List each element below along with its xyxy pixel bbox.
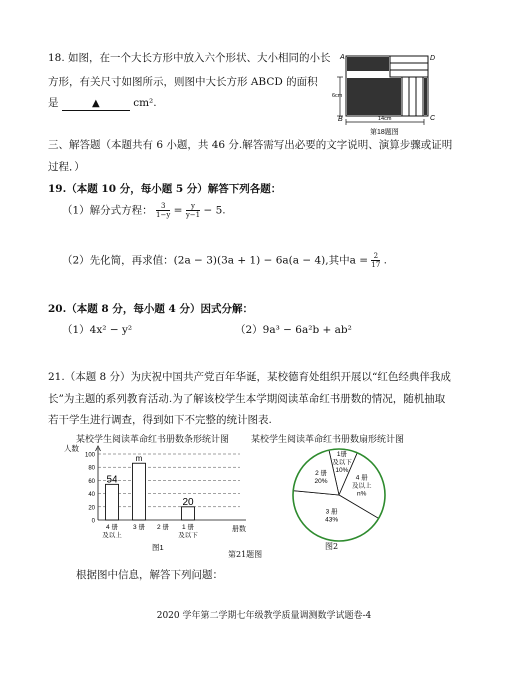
bar-value-label: m <box>135 454 143 464</box>
y-tick-label: 60 <box>88 478 95 485</box>
pie-slice-label: 43% <box>325 516 339 524</box>
x-tick-label: 1 册 <box>182 524 194 531</box>
bar <box>106 484 119 520</box>
fig18-caption: 第18题图 <box>370 129 399 136</box>
q19-part2-tail: . <box>383 254 387 267</box>
y-tick-label: 100 <box>84 452 95 459</box>
x-axis-label: 册数 <box>232 526 246 533</box>
q21-line1: 21.（本题 8 分）为庆祝中国共产党百年华诞，某校德育处组织开展以“红色经典伴我成 <box>48 371 451 383</box>
fig18-dim-horizontal: 14cm <box>378 116 392 122</box>
pie-slice-label: n% <box>357 490 367 498</box>
pie-slice-label: 及以上 <box>351 482 372 490</box>
pie-slice-label: 4 册 <box>355 474 368 482</box>
q18-line1: 18. 如图，在一个大长方形中放入六个形状、大小相同的小长 <box>48 52 331 64</box>
q19-heading: 19.（本题 10 分，每小题 5 分）解答下列各题： <box>48 183 282 195</box>
pie-caption: 图2 <box>325 542 339 551</box>
page-footer: 2020 学年第二学期七年级教学质量调测数学试题卷-4 <box>156 611 372 621</box>
fig18-label-b: B <box>338 116 343 123</box>
x-tick-label: 3 册 <box>133 524 145 531</box>
q19-part2 <box>62 252 387 269</box>
blank-triangle-icon: ▲ <box>91 98 100 109</box>
fig18-label-c: C <box>430 115 436 122</box>
fraction-3-over-1-y: $\frac{3}{1-y}$ <box>156 202 171 219</box>
y-axis-label: 人数 <box>64 444 79 453</box>
pie-slice-label: 2 册 <box>315 470 328 478</box>
bar-value-label: 54 <box>106 474 118 486</box>
answer-blank[interactable] <box>62 98 130 111</box>
pie-slice-label: 1册 <box>336 450 348 458</box>
fig18-dim-vertical: 6cm <box>332 93 343 99</box>
pie-slice-label: 3 册 <box>325 508 338 516</box>
bar <box>133 463 146 520</box>
x-tick-label: 及以上 <box>102 532 122 539</box>
pie-chart <box>283 445 395 557</box>
fig18-label-d: D <box>430 55 436 62</box>
q18-line3 <box>48 96 157 111</box>
pie-slice-label: 及以下 <box>332 458 352 466</box>
y-tick-label: 40 <box>88 492 95 499</box>
fraction-2-over-17: $\frac{2}{17}$ <box>371 252 381 269</box>
equals-sign: = <box>173 204 183 217</box>
y-tick-label: 20 <box>88 505 95 512</box>
q21-line2: 长”为主题的系列教育活动.为了解该校学生本学期阅读革命红书册数的情况，随机抽取 <box>48 393 446 405</box>
q19-part2-text: （2）先化简，再求值：(2a − 3)(3a + 1) − 6a(a − 4),其中a = <box>62 254 369 267</box>
q19-part1-tail: − 5. <box>203 204 226 217</box>
bar-chart-title: 某校学生阅读革命红书册数条形统计图 <box>76 435 230 445</box>
q20-part2: （2）9a³ − 6a²b + ab² <box>235 324 352 336</box>
q19-part1 <box>62 202 226 219</box>
q21-line3: 若干学生进行调查，得到如下不完整的统计图表. <box>48 414 272 426</box>
fraction-y-over-y-1: $\frac{y}{y-1}$ <box>185 202 201 219</box>
prompt-line: 根据图中信息，解答下列问题： <box>76 569 223 581</box>
bar-caption: 图1 <box>152 543 164 552</box>
bar-value-label: 20 <box>182 496 194 508</box>
figure-18 <box>332 50 444 136</box>
section3-line2: 过程．） <box>48 161 85 173</box>
y-tick-label: 80 <box>88 465 95 472</box>
pie-slice-label: 10% <box>335 466 349 474</box>
q18-line3-pre: 是 <box>48 97 59 109</box>
x-tick-label: 4 册 <box>106 524 118 531</box>
bar <box>182 507 195 520</box>
x-tick-label: 2 册 <box>157 524 169 531</box>
q19-part1-label: （1）解分式方程： <box>62 204 153 217</box>
q18-line2: 方形，有关尺寸如图所示，则图中大长方形 ABCD 的面积 <box>48 76 318 88</box>
q20-part1: （1）4x² − y² <box>62 324 133 336</box>
q18-line3-post: cm². <box>133 97 157 109</box>
fig21-caption: 第21题图 <box>228 550 263 559</box>
y-tick-label: 0 <box>91 518 95 525</box>
pie-slice-label: 20% <box>314 478 328 486</box>
pie-chart-title: 某校学生阅读革命红书册数扇形统计图 <box>251 435 405 445</box>
fig18-label-a: A <box>340 54 345 61</box>
q20-heading: 20.（本题 8 分，每小题 4 分）因式分解： <box>48 303 254 315</box>
x-tick-label: 及以下 <box>178 532 198 539</box>
section3-line1: 三、解答题（本题共有 6 小题，共 46 分.解答需写出必要的文字说明、演算步骤或证明 <box>48 139 453 151</box>
bar-chart <box>60 443 263 561</box>
